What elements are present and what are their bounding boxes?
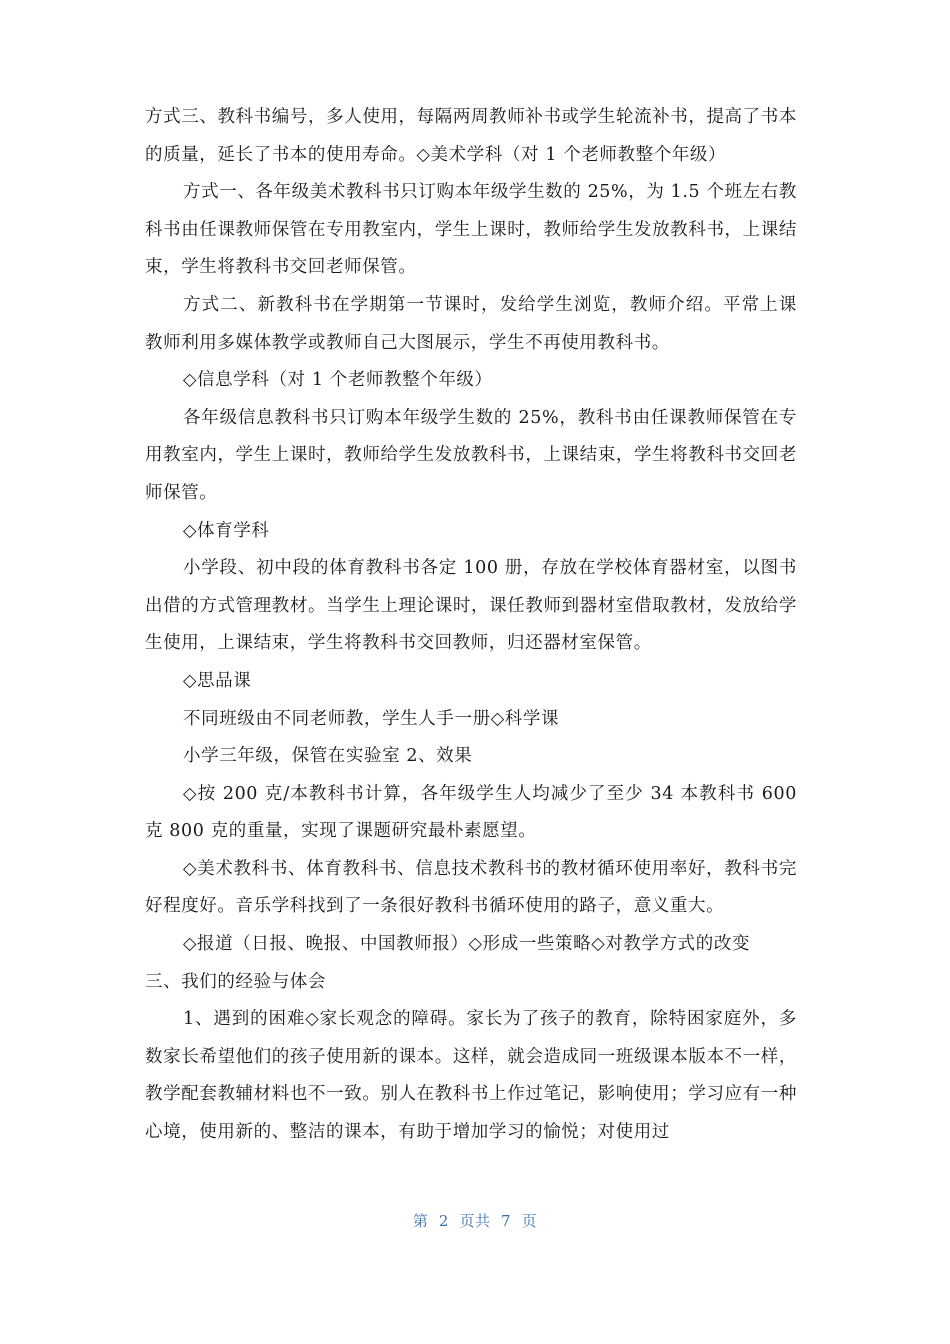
footer-total-pages: 7 [501,1212,512,1230]
paragraph: 方式三、教科书编号，多人使用，每隔两周教师补书或学生轮流补书，提高了书本的质量，延长了书本的使用寿命。◇美术学科（对 1 个老师教整个年级） [145,107,797,165]
paragraph: 小学三年级，保管在实验室 2、效果 [183,746,473,767]
page-footer [0,1210,950,1231]
paragraph: 1、遇到的困难◇家长观念的障碍。家长为了孩子的教育，除特困家庭外，多数家长希望他们的孩子使用新的课本。这样，就会造成同一班级课本版本不一样，教学配套教辅材料也不一致。别人在教科书上作过笔记，影响使用；学习应有一种心境，使用新的、整洁的课本，有助于增加学习的愉悦；对使用过 [145,1009,797,1143]
paragraph: 小学段、初中段的体育教科书各定 100 册，存放在学校体育器材室，以图书出借的方式管理教材。当学生上理论课时，课任教师到器材室借取教材，发放给学生使用，上课结束，学生将教科书交回教师，归还器材室保管。 [145,558,797,654]
paragraph: ◇报道（日报、晚报、中国教师报）◇形成一些策略◇对教学方式的改变 [183,934,751,955]
footer-middle: 页共 [459,1212,491,1230]
section-heading: 三、我们的经验与体会 [145,971,326,992]
footer-current-page: 2 [438,1212,449,1230]
paragraph: 方式一、各年级美术教科书只订购本年级学生数的 25%，为 1.5 个班左右教科书由任课教师保管在专用教室内，学生上课时，教师给学生发放教科书，上课结束，学生将教科书交回老师保管。 [145,182,797,278]
paragraph: ◇美术教科书、体育教科书、信息技术教科书的教材循环使用率好，教科书完好程度好。音乐学科找到了一条很好教科书循环使用的路子，意义重大。 [145,858,797,917]
paragraph: ◇按 200 克/本教科书计算，各年级学生人均减少了至少 34 本教科书 600 克 800 克的重量，实现了课题研究最朴素愿望。 [145,783,797,842]
footer-prefix: 第 [412,1212,429,1230]
paragraph: 方式二、新教科书在学期第一节课时，发给学生浏览，教师介绍。平常上课教师利用多媒体教学或教师自己大图展示，学生不再使用教科书。 [145,294,797,353]
section-heading: ◇思品课 [183,670,252,691]
footer-suffix: 页 [521,1212,538,1230]
section-heading: ◇体育学科 [183,520,270,541]
document-body [145,99,797,1152]
paragraph: 各年级信息教科书只订购本年级学生数的 25%，教科书由任课教师保管在专用教室内，学生上课时，教师给学生发放教科书，上课结束，学生将教科书交回老师保管。 [145,407,797,503]
section-heading: ◇信息学科（对 1 个老师教整个年级） [183,370,493,391]
paragraph: 不同班级由不同老师教，学生人手一册◇科学课 [183,708,560,729]
